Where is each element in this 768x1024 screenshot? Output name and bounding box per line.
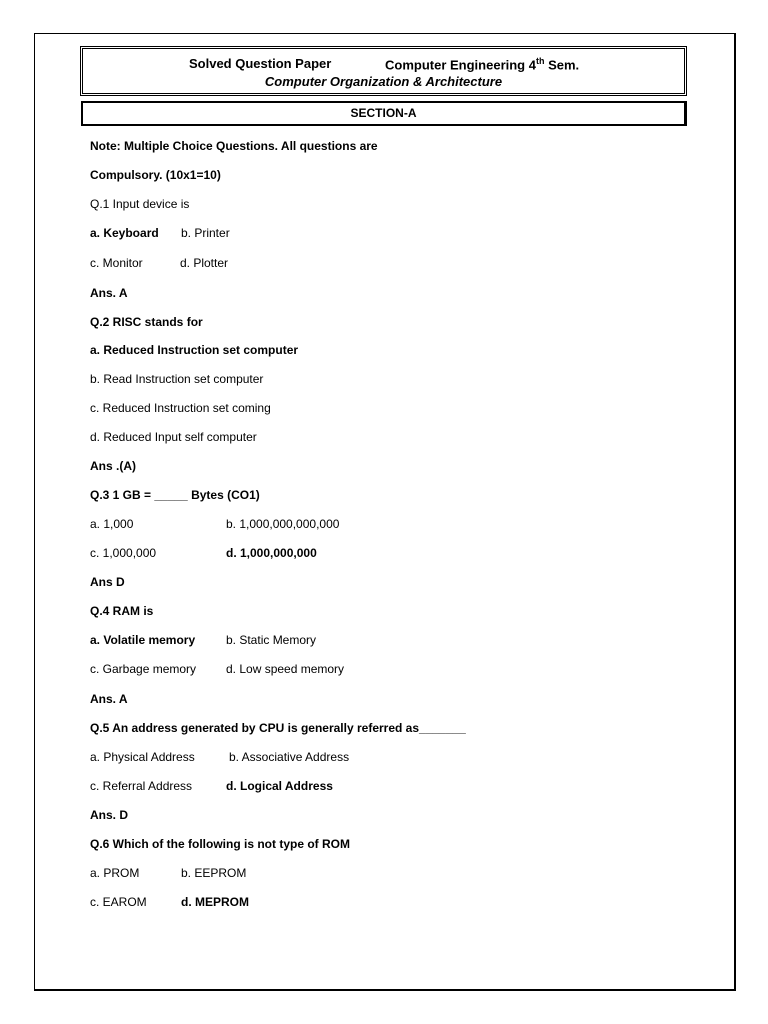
q6-options-row-1: [90, 866, 247, 880]
q3-option-c: c. 1,000,000: [90, 546, 157, 560]
q3-option-a: a. 1,000: [90, 517, 134, 531]
question-2: Q.2 RISC stands for: [90, 315, 203, 329]
q1-options-row-1: [90, 226, 230, 240]
q2-option-b: b. Read Instruction set computer: [90, 372, 264, 386]
q5-answer: Ans. D: [90, 808, 129, 822]
q4-options-row-2: [90, 662, 345, 676]
q4-option-c: c. Garbage memory: [90, 662, 197, 676]
q5-option-a: a. Physical Address: [90, 750, 195, 764]
q6-options-row-2: [90, 895, 249, 909]
q1-options-row-2: [90, 256, 229, 270]
q5-option-d: d. Logical Address: [226, 779, 333, 793]
q4-answer: Ans. A: [90, 692, 128, 706]
question-1: Q.1 Input device is: [90, 197, 190, 211]
q2-option-a: a. Reduced Instruction set computer: [90, 343, 299, 357]
q5-options-row-1: [90, 750, 350, 764]
q5-option-b: b. Associative Address: [229, 750, 350, 764]
q2-answer: Ans .(A): [90, 459, 136, 473]
q1-option-c: c. Monitor: [90, 256, 143, 270]
q1-answer: Ans. A: [90, 286, 128, 300]
q2-option-c: c. Reduced Instruction set coming: [90, 401, 271, 415]
header-box: [80, 46, 687, 96]
q3-option-d: d. 1,000,000,000: [226, 546, 317, 560]
q6-option-c: c. EAROM: [90, 895, 147, 909]
q6-option-b: b. EEPROM: [181, 866, 247, 880]
q5-option-c: c. Referral Address: [90, 779, 193, 793]
course-title: Computer Engineering 4th Sem.: [385, 56, 580, 73]
section-heading: SECTION-A: [81, 101, 687, 126]
q3-answer: Ans D: [90, 575, 125, 589]
q1-option-d: d. Plotter: [180, 256, 229, 270]
q4-option-a: a. Volatile memory: [90, 633, 196, 647]
q3-options-row-1: [90, 517, 340, 531]
q1-option-a: a. Keyboard: [90, 226, 159, 240]
note-line-2: Compulsory. (10x1=10): [90, 168, 221, 182]
question-5: Q.5 An address generated by CPU is generally referred as_______: [90, 721, 466, 735]
q6-option-a: a. PROM: [90, 866, 140, 880]
q4-option-b: b. Static Memory: [226, 633, 317, 647]
paper-title: Solved Question Paper: [189, 56, 332, 71]
question-3: Q.3 1 GB = _____ Bytes (CO1): [90, 488, 260, 502]
q6-option-d: d. MEPROM: [181, 895, 249, 909]
q2-option-d: d. Reduced Input self computer: [90, 430, 257, 444]
q3-options-row-2: [90, 546, 317, 560]
q4-option-d: d. Low speed memory: [226, 662, 345, 676]
subject-title: Computer Organization & Architecture: [264, 74, 503, 89]
q1-option-b: b. Printer: [181, 226, 230, 240]
q3-option-b: b. 1,000,000,000,000: [226, 517, 340, 531]
question-6: Q.6 Which of the following is not type of ROM: [90, 837, 350, 851]
note-line-1: Note: Multiple Choice Questions. All questions are: [90, 139, 378, 153]
q4-options-row-1: [90, 633, 317, 647]
question-4: Q.4 RAM is: [90, 604, 154, 618]
q5-options-row-2: [90, 779, 333, 793]
